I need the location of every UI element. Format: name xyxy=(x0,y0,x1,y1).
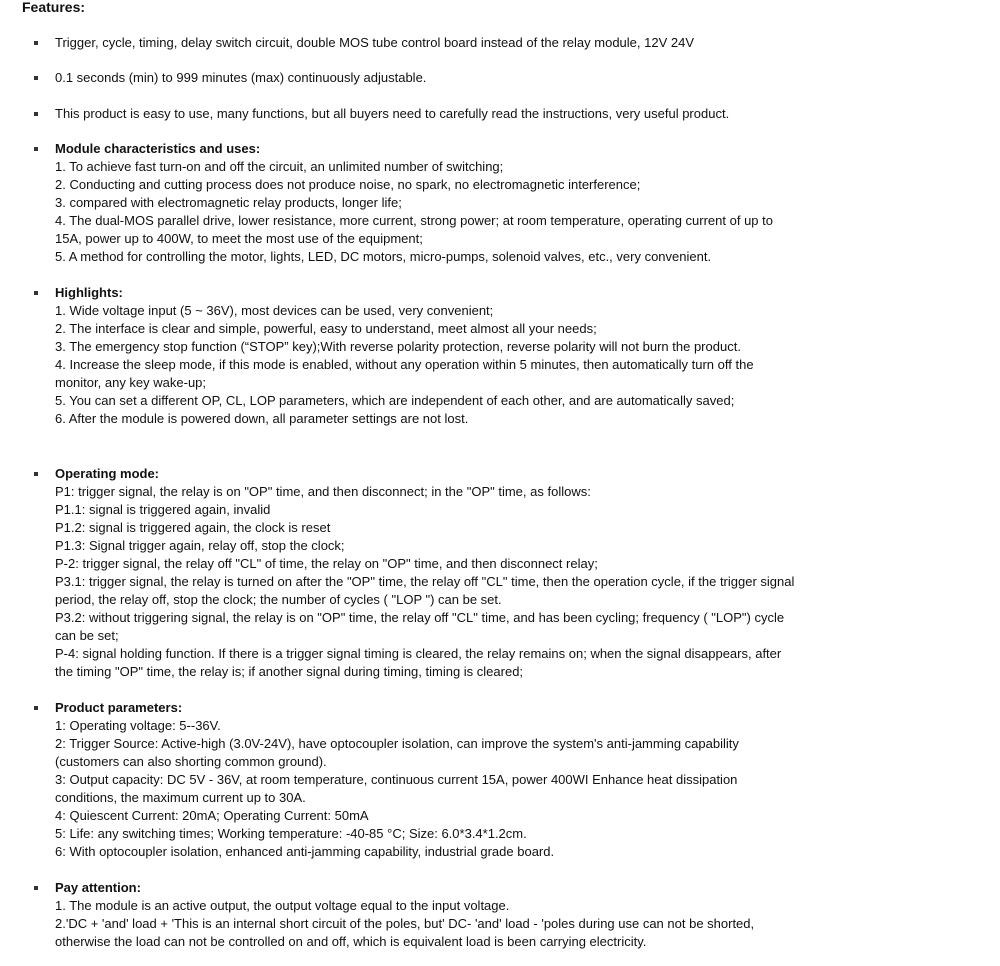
section-line: conditions, the maximum current up to 30A. xyxy=(55,790,306,805)
section-line: (customers can also shorting common ground). xyxy=(55,754,327,769)
section-line: P-2: trigger signal, the relay off "CL" of time, the relay on "OP" time, and then disconnect relay; xyxy=(55,556,598,571)
section-line: 5. A method for controlling the motor, lights, LED, DC motors, micro-pumps, solenoid valves, etc., very convenient. xyxy=(55,249,712,264)
highlights-section xyxy=(55,284,855,428)
section-title: Pay attention: xyxy=(55,880,141,895)
section-line: otherwise the load can not be controlled on and off, which is equivalent load is been carrying electricity. xyxy=(55,934,647,949)
section-line: P3.1: trigger signal, the relay is turned on after the "OP" time, the relay off "CL" time, then the operation cycle, if the trigger signal xyxy=(55,574,795,589)
product-parameters-section xyxy=(55,699,855,861)
section-line: P1: trigger signal, the relay is on "OP" time, and then disconnect; in the "OP" time, as follows: xyxy=(55,484,591,499)
bullet-icon xyxy=(34,112,38,116)
section-line: monitor, any key wake-up; xyxy=(55,375,207,390)
operating-mode-section xyxy=(55,465,855,681)
bullet-icon xyxy=(34,41,38,45)
section-line: 4. The dual-MOS parallel drive, lower resistance, more current, strong power; at room temperature, operating current of up to xyxy=(55,213,773,228)
features-heading: Features: xyxy=(22,0,86,15)
section-line: 3. The emergency stop function (“STOP” key);With reverse polarity protection, reverse polarity will not burn the product. xyxy=(55,339,741,354)
section-title: Module characteristics and uses: xyxy=(55,141,261,156)
section-line: P1.2: signal is triggered again, the clock is reset xyxy=(55,520,331,535)
module-section xyxy=(55,140,855,266)
section-line: 2. The interface is clear and simple, powerful, easy to understand, meet almost all your needs; xyxy=(55,321,597,336)
bullet-icon xyxy=(34,472,38,476)
section-line: 3: Output capacity: DC 5V - 36V, at room temperature, continuous current 15A, power 400WI Enhance heat dissipation xyxy=(55,772,738,787)
section-line: 2: Trigger Source: Active-high (3.0V-24V), have optocoupler isolation, can improve the system's anti-jamming capability xyxy=(55,736,739,751)
section-line: 2.'DC + 'and' load + 'This is an internal short circuit of the poles, but' DC- 'and' load - 'poles during use can not be shorted, xyxy=(55,916,755,931)
bullet-icon xyxy=(34,886,38,890)
section-line: 1: Operating voltage: 5--36V. xyxy=(55,718,221,733)
section-line: 5: Life: any switching times; Working temperature: -40-85 °C; Size: 6.0*3.4*1.2cm. xyxy=(55,826,527,841)
section-line: 1. The module is an active output, the output voltage equal to the input voltage. xyxy=(55,898,510,913)
bullet-icon xyxy=(34,147,38,151)
section-line: 15A, power up to 400W, to meet the most use of the equipment; xyxy=(55,231,423,246)
section-line: 1. Wide voltage input (5 ~ 36V), most devices can be used, very convenient; xyxy=(55,303,494,318)
feature-text-3: This product is easy to use, many functions, but all buyers need to carefully read the instructions, very useful product. xyxy=(55,106,730,121)
section-line: 5. You can set a different OP, CL, LOP parameters, which are independent of each other, and are automatically saved; xyxy=(55,393,735,408)
section-line: 4. Increase the sleep mode, if this mode is enabled, without any operation within 5 minutes, then automatically turn off the xyxy=(55,357,754,372)
section-line: P1.1: signal is triggered again, invalid xyxy=(55,502,271,517)
section-title: Highlights: xyxy=(55,285,123,300)
section-line: the timing "OP" time, the relay is; if another signal during timing, timing is cleared; xyxy=(55,664,524,679)
section-line: 1. To achieve fast turn-on and off the circuit, an unlimited number of switching; xyxy=(55,159,504,174)
section-line: period, the relay off, stop the clock; the number of cycles ( "LOP ") can be set. xyxy=(55,592,502,607)
section-title: Operating mode: xyxy=(55,466,160,481)
section-line: 2. Conducting and cutting process does not produce noise, no spark, no electromagnetic interference; xyxy=(55,177,641,192)
section-line: P-4: signal holding function. If there is a trigger signal timing is cleared, the relay remains on; when the signal disappears, after xyxy=(55,646,782,661)
section-line: P1.3: Signal trigger again, relay off, stop the clock; xyxy=(55,538,345,553)
feature-item-3 xyxy=(55,105,855,123)
pay-attention-section xyxy=(55,879,855,951)
feature-item-2 xyxy=(55,69,855,87)
section-title: Product parameters: xyxy=(55,700,183,715)
bullet-icon xyxy=(34,706,38,710)
bullet-icon xyxy=(34,291,38,295)
feature-text-1: Trigger, cycle, timing, delay switch circuit, double MOS tube control board instead of the relay module, 12V 24V xyxy=(55,35,695,50)
section-line: 6: With optocoupler isolation, enhanced anti-jamming capability, industrial grade board. xyxy=(55,844,555,859)
section-line: 3. compared with electromagnetic relay products, longer life; xyxy=(55,195,402,210)
bullet-icon xyxy=(34,76,38,80)
section-line: can be set; xyxy=(55,628,119,643)
section-line: 4: Quiescent Current: 20mA; Operating Current: 50mA xyxy=(55,808,369,823)
feature-text-2: 0.1 seconds (min) to 999 minutes (max) continuously adjustable. xyxy=(55,70,427,85)
section-line: 6. After the module is powered down, all parameter settings are not lost. xyxy=(55,411,469,426)
feature-item-1 xyxy=(55,34,855,52)
section-line: P3.2: without triggering signal, the relay is on "OP" time, the relay off "CL" time, and has been cycling; frequency ( "LOP") cycle xyxy=(55,610,785,625)
